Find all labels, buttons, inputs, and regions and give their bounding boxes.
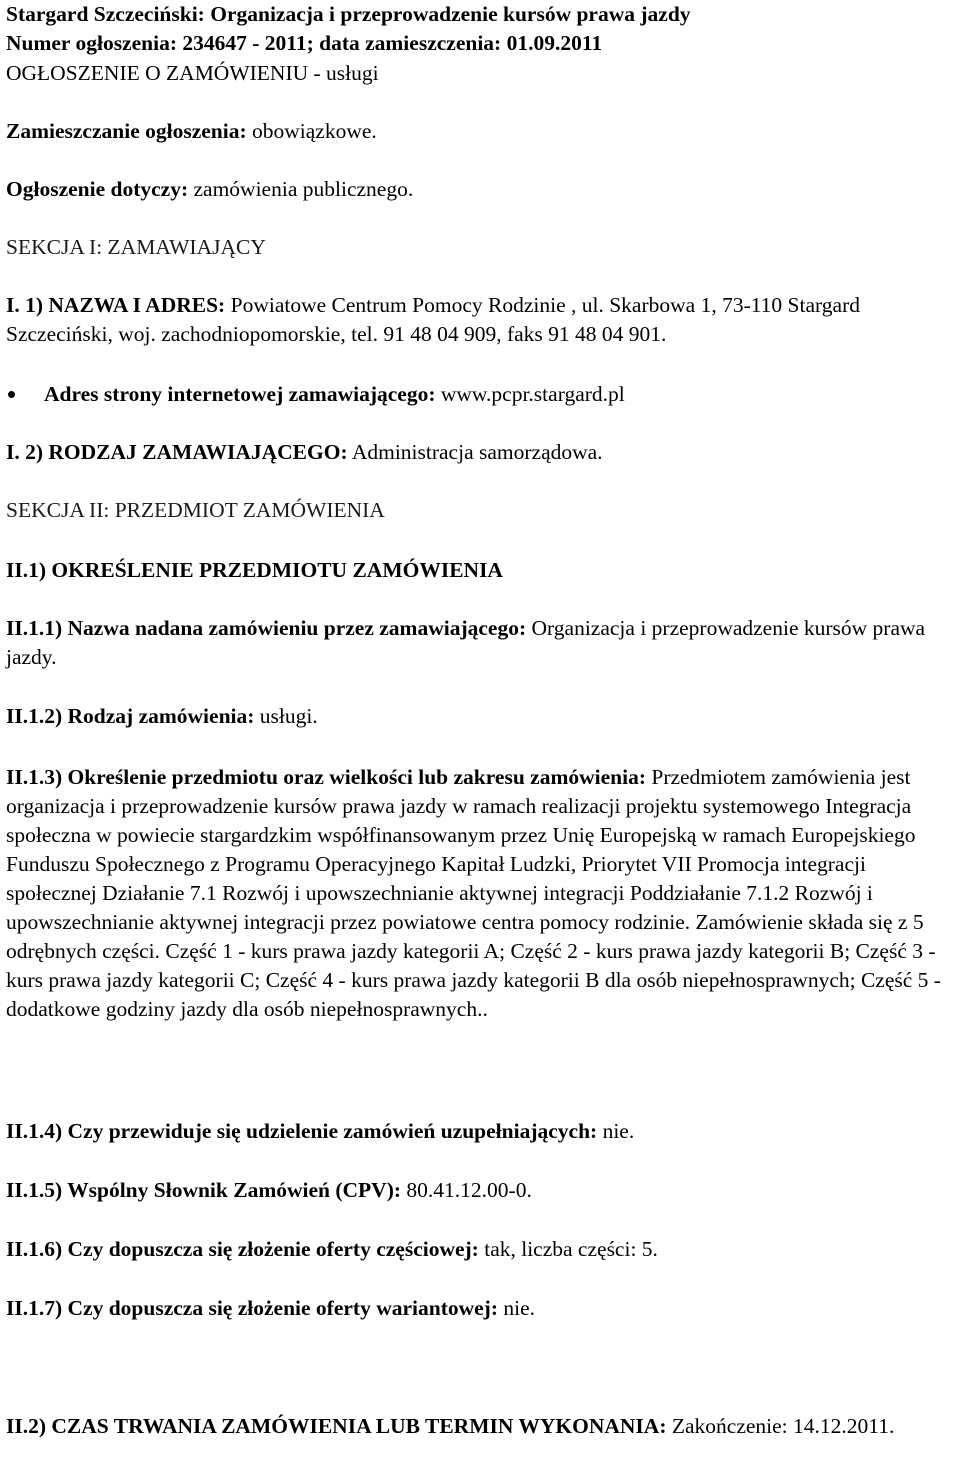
field-variant-offer [6,1294,946,1323]
field-zamieszczanie [6,117,946,146]
field-label: II.1.7) Czy dopuszcza się złożenie oferty wariantowej: [6,1296,498,1320]
field-cpv [6,1176,946,1205]
field-value: Administracja samorządowa. [347,440,603,464]
field-value: Przedmiotem zamówienia jest organizacja i przeprowadzenie kursów prawa jazdy w ramach realizacji projektu systemowego Integracja społeczna w powiecie stargardzkim współfinansowanym przez Unię Europejską w ramach Europejskiego Funduszu Społecznego z Programu Operacyjnego Kapitał Ludzki, Priorytet VII Promocja integracji społecznej Działanie 7.1 Rozwój i upowszechnianie aktywnej integracji Poddziałanie 7.1.2 Rozwój i upowszechnianie aktywnej integracji przez powiatowe centra pomocy rodzinie. Zamówienie składa się z 5 odrębnych części. Część 1 - kurs prawa jazdy kategorii A; Część 2 - kurs prawa jazdy kategorii B; Część 3 - kurs prawa jazdy kategorii C; Część 4 - kurs prawa jazdy kategorii B dla osób niepełnosprawnych; Część 5 - dodatkowe godziny jazdy dla osób niepełnosprawnych.. [6,765,941,1021]
field-label: II.1.6) Czy dopuszcza się złożenie oferty częściowej: [6,1237,479,1261]
header-title: Stargard Szczeciński: Organizacja i przeprowadzenie kursów prawa jazdy [6,2,691,26]
field-value: obowiązkowe. [246,119,377,143]
field-label: II.1.1) Nazwa nadana zamówieniu przez zamawiającego: [6,616,527,640]
field-value: Powiatowe Centrum Pomocy Rodzinie , ul. Skarbowa 1, 73-110 Stargard Szczeciński, woj. zachodniopomorskie, tel. 91 48 04 909, faks 91 48 04 901. [6,293,860,346]
field-contracting-type [6,438,946,467]
field-label: I. 1) NAZWA I ADRES: [6,293,226,317]
field-label: I. 2) RODZAJ ZAMAWIAJĄCEGO: [6,440,348,464]
field-label: II.1.2) Rodzaj zamówienia: [6,704,255,728]
header-type: OGŁOSZENIE O ZAMÓWIENIU - usługi [6,61,379,85]
field-order-kind [6,702,946,731]
subsection-ii1-title: II.1) OKREŚLENIE PRZEDMIOTU ZAMÓWIENIA [6,558,503,582]
field-value: zamówienia publicznego. [188,177,414,201]
header-number-date: Numer ogłoszenia: 234647 - 2011; data zamieszczenia: 01.09.2011 [6,31,603,55]
field-value: 80.41.12.00-0. [401,1178,532,1202]
field-value: usługi. [254,704,318,728]
field-label: II.1.5) Wspólny Słownik Zamówień (CPV): [6,1178,402,1202]
bullet-icon [8,391,15,398]
field-label: Ogłoszenie dotyczy: [6,177,189,201]
field-label: II.1.3) Określenie przedmiotu oraz wielkości lub zakresu zamówienia: [6,765,646,789]
field-website [44,380,946,409]
field-order-name [6,614,946,672]
field-order-scope [6,763,950,1024]
field-value: Zakończenie: 14.12.2011. [666,1414,895,1438]
field-label: Adres strony internetowej zamawiającego: [44,382,436,406]
field-value: Organizacja i przeprowadzenie kursów prawa jazdy. [6,616,926,669]
field-supplementary-orders [6,1117,946,1146]
section-1-title: SEKCJA I: ZAMAWIAJĄCY [6,235,266,259]
field-duration [6,1412,946,1441]
field-value: tak, liczba części: 5. [478,1237,658,1261]
field-label: Zamieszczanie ogłoszenia: [6,119,247,143]
section-2-title: SEKCJA II: PRZEDMIOT ZAMÓWIENIA [6,498,385,522]
field-label: II.1.4) Czy przewiduje się udzielenie zamówień uzupełniających: [6,1119,598,1143]
field-value: nie. [498,1296,536,1320]
website-link[interactable]: www.pcpr.stargard.pl [435,382,625,406]
field-value: nie. [597,1119,635,1143]
field-dotyczy [6,175,946,204]
field-partial-offer [6,1235,946,1264]
field-label: II.2) CZAS TRWANIA ZAMÓWIENIA LUB TERMIN WYKONANIA: [6,1414,667,1438]
field-name-address [6,291,946,349]
